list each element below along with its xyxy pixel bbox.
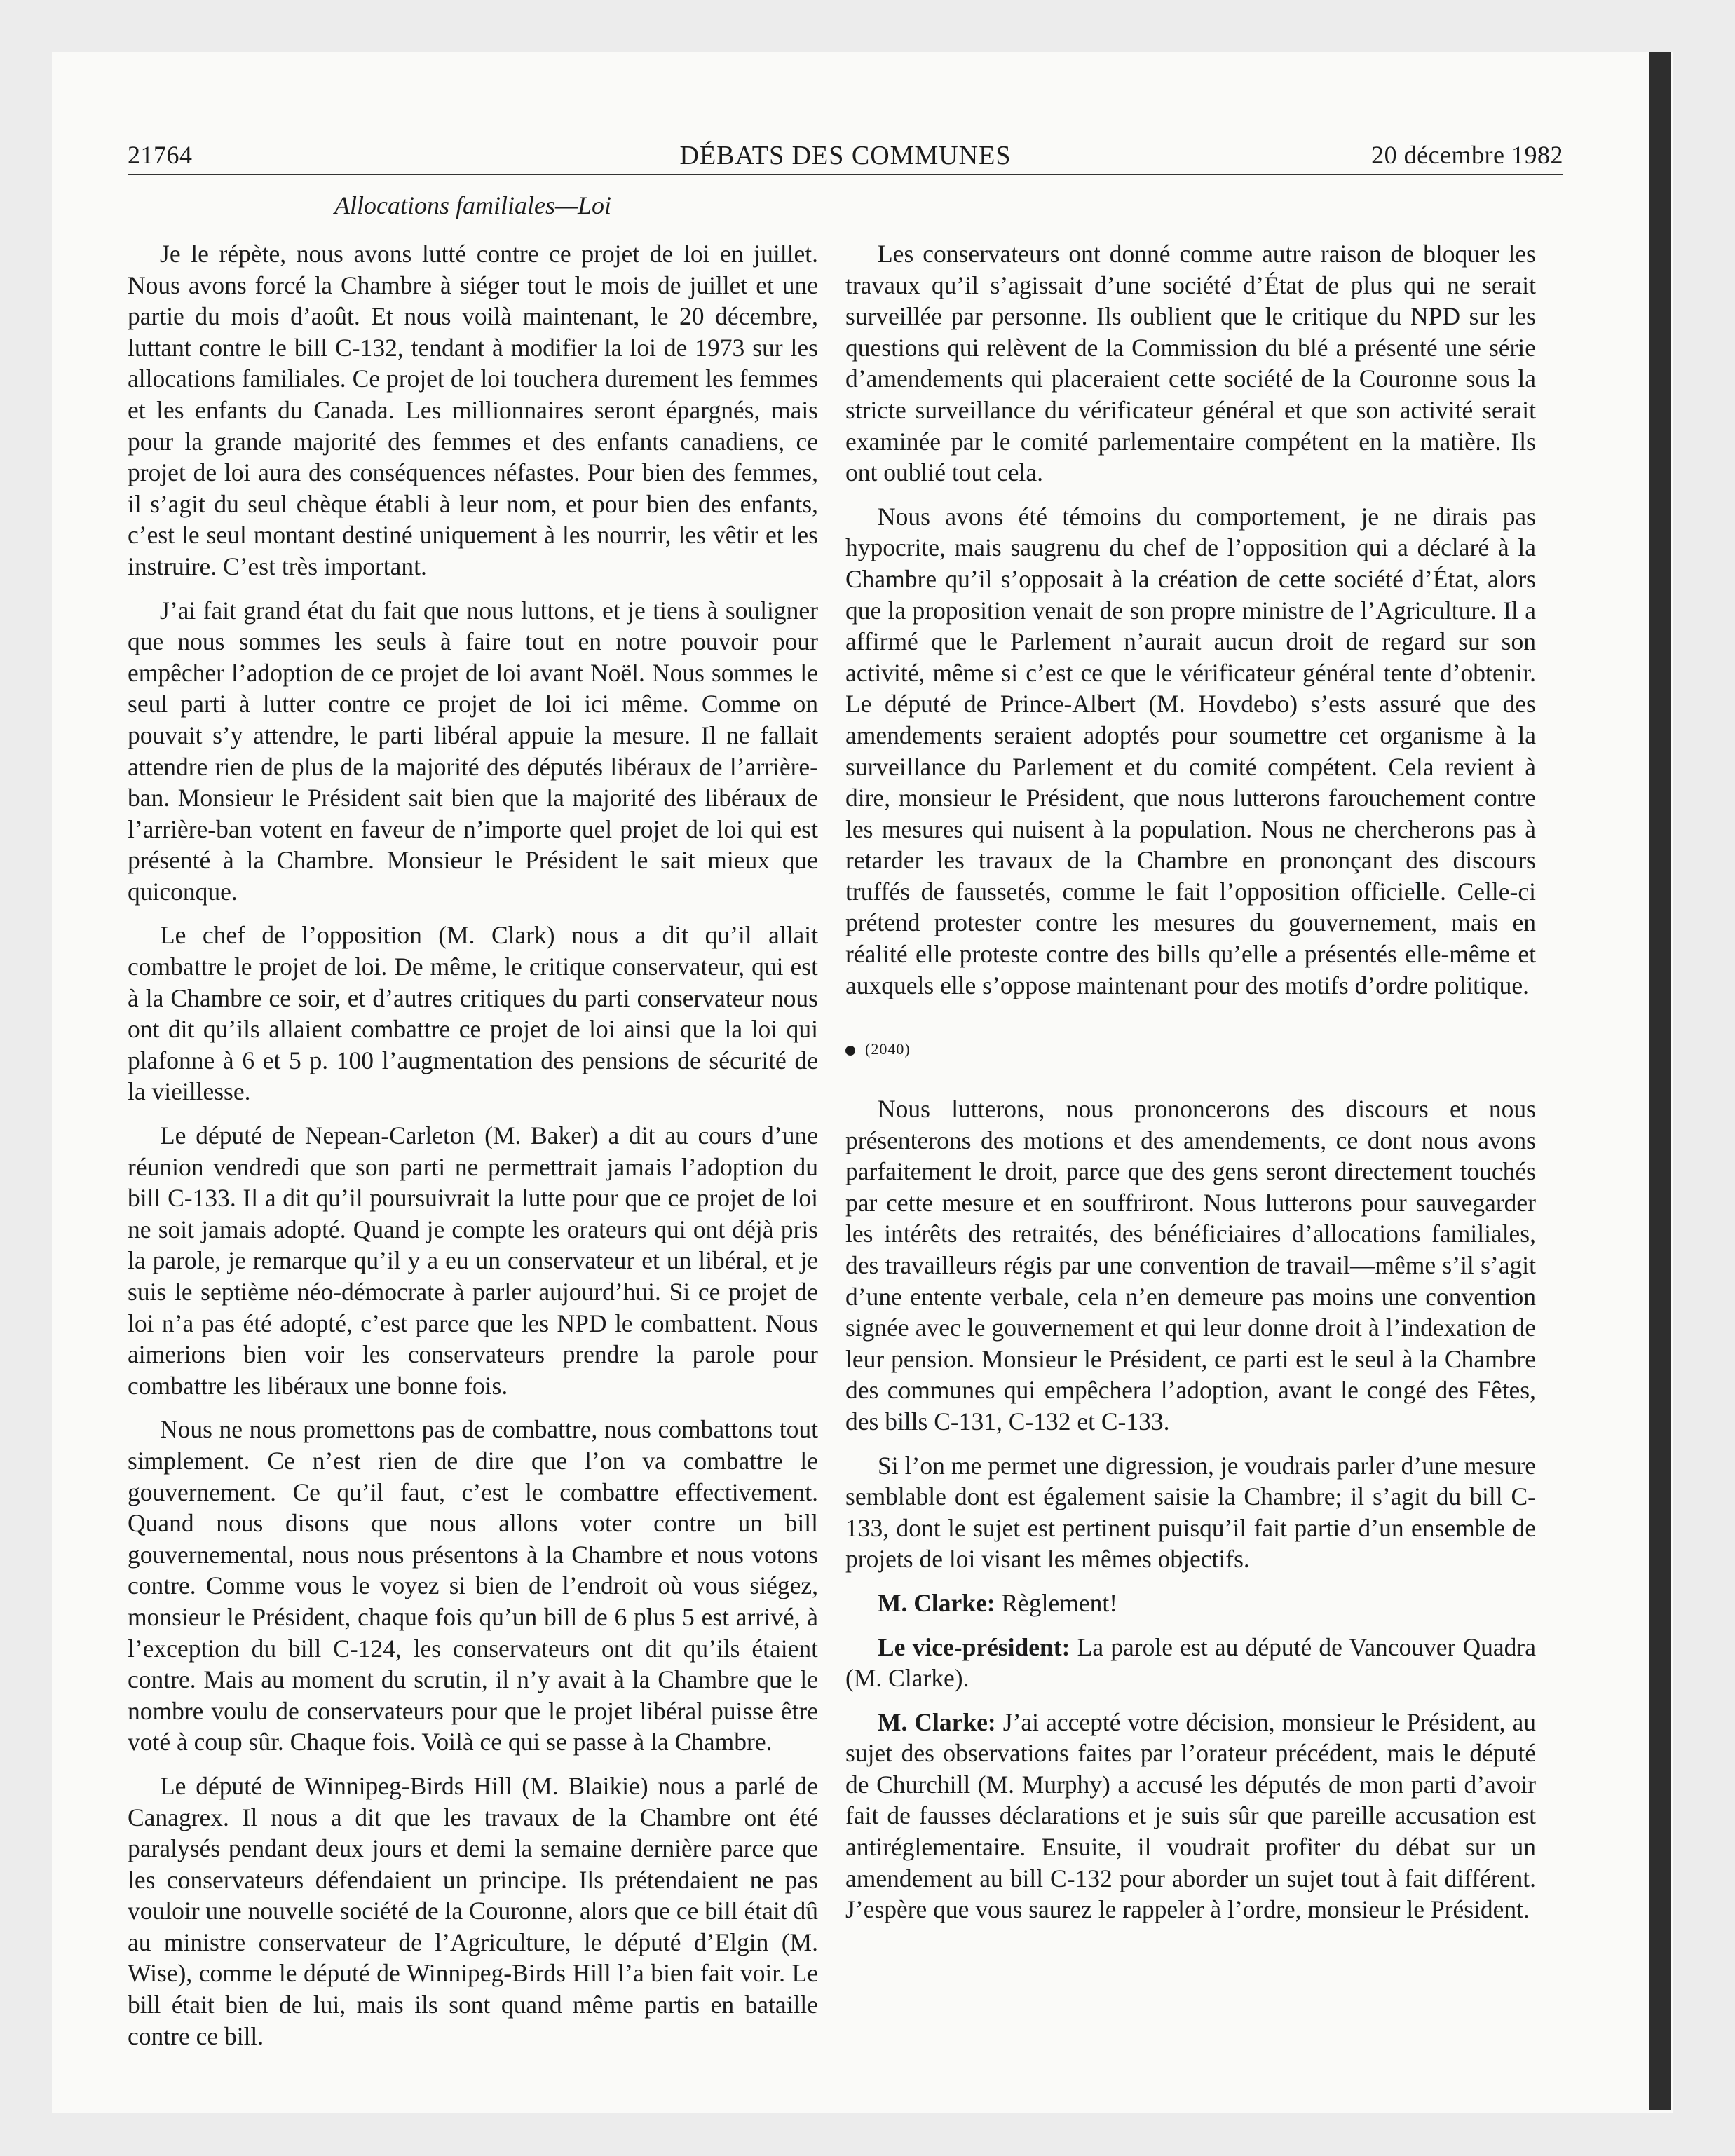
paragraph: Les conservateurs ont donné comme autre raison de bloquer les travaux qu’il s’agissait d’une société d’État de plus qui ne serait surveillée par personne. Ils oublient que le critique du NPD sur les questions qui relèvent de la Commission du blé a présenté une série d’amendements qui placeraient cette société de la Couronne sous la stricte surveillance du vérificateur général et que son activité serait examinée par le comité parlementaire compétent en la matière. Ils ont oublié tout cela. bbox=[845, 240, 1536, 487]
paragraph: Nous ne nous promettons pas de combattre, nous combattons tout simplement. Ce n’est rien de dire que l’on va combattre le gouvernement. Ce qu’il faut, c’est le combattre effectivement. Quand nous disons que nous allons voter contre un bill gouvernemental, nous nous présentons à la Chambre et nous votons contre. Comme vous le voyez si bien de l’endroit où vous siégez, monsieur le Président, chaque fois qu’un bill de 6 plus 5 est arrivé, à l’exception du bill C-124, les conservateurs ont dit qu’ils étaient contre. Mais au moment du scrutin, il n’y avait à la Chambre que le nombre voulu de conservateurs pour que le projet libéral puisse être voté à coup sûr. Chaque fois. Voilà ce qui se passe à la Chambre. bbox=[128, 1415, 818, 1756]
journal-title: DÉBATS DES COMMUNES bbox=[679, 141, 1012, 170]
speaker-name: Le vice-président: bbox=[878, 1632, 1070, 1661]
right-column-top bbox=[845, 238, 1536, 1014]
left-column bbox=[128, 238, 818, 2064]
speaker-exchange bbox=[845, 1632, 1536, 1694]
subject-title: Allocations familiales—Loi bbox=[334, 191, 611, 219]
right-column-bottom bbox=[845, 1093, 1536, 1938]
paragraph: J’ai fait grand état du fait que nous luttons, et je tiens à souligner que nous sommes les seuls à faire tout en notre pouvoir pour empêcher l’adoption de ce projet de loi avant Noël. Nous sommes le seul parti à lutter contre ce projet de loi ici même. Comme on pouvait s’y attendre, le parti libéral appuie la mesure. Il ne fallait attendre rien de plus de la majorité des députés libéraux de l’arrière-ban. Monsieur le Président sait bien que la majorité des libéraux de l’arrière-ban votent en faveur de n’importe quel projet de loi qui est présenté à la Chambre. Monsieur le Président le sait mieux que quiconque. bbox=[128, 596, 818, 906]
paragraph: Nous lutterons, nous prononcerons des discours et nous présenterons des motions et des amendements, ce dont nous avons parfaitement le droit, parce que des gens seront directement touchés par cette mesure et en souffriront. Nous lutterons pour sauvegarder les intérêts des retraités, des bénéficiaires d’allocations familiales, des travailleurs régis par une convention de travail—même s’il s’agit d’une entente verbale, cela n’en demeure pas moins une convention signée avec le gouvernement et qui leur donne droit à l’indexation de leur pension. Monsieur le Président, ce parti est le seul à la Chambre des communes qui empêchera l’adoption, avant le congé des Fêtes, des bills C-131, C-132 et C-133. bbox=[845, 1095, 1536, 1435]
paragraph: Le député de Winnipeg-Birds Hill (M. Blaikie) nous a parlé de Canagrex. Il nous a dit que les travaux de la Chambre ont été paralysés pendant deux jours et demi la semaine dernière parce que les conservateurs défendaient un principe. Ils prétendaient ne pas vouloir une nouvelle société de la Couronne, alors que ce bill était dû au ministre conservateur de l’Agriculture, le député d’Elgin (M. Wise), comme le député de Winnipeg-Birds Hill l’a bien fait voir. Le bill était bien de lui, mais ils sont quand même partis en bataille contre ce bill. bbox=[128, 1771, 818, 2050]
speaker-exchange bbox=[845, 1707, 1536, 1925]
speech-text: La parole est au député de Vancouver Quadra (M. Clarke). bbox=[845, 1632, 1536, 1693]
speech-text: Règlement! bbox=[995, 1588, 1118, 1617]
running-head bbox=[128, 140, 1563, 174]
header-rule bbox=[128, 174, 1563, 175]
speaker-name: M. Clarke: bbox=[878, 1707, 996, 1736]
page-number: 21764 bbox=[128, 141, 193, 169]
paragraph: Le député de Nepean-Carleton (M. Baker) a dit au cours d’une réunion vendredi que son parti ne permettrait jamais l’adoption du bill C-133. Il a dit qu’il poursuivrait la lutte pour que ce projet de loi ne soit jamais adopté. Quand je compte les orateurs qui ont déjà pris la parole, je remarque qu’il y a eu un conservateur et un libéral, et je suis le septième néo-démocrate à parler aujourd’hui. Si ce projet de loi n’a pas été adopté, c’est parce que les NPD le combattent. Nous aimerions bien voir les conservateurs prendre la parole pour combattre les libéraux une bonne fois. bbox=[128, 1121, 818, 1400]
speaker-exchange bbox=[845, 1588, 1536, 1619]
bullet-icon bbox=[845, 1046, 855, 1056]
speech-text: J’ai accepté votre décision, monsieur le Président, au sujet des observations faites par l’orateur précédent, mais le député de Churchill (M. Murphy) a accusé les députés de mon parti d’avoir fait de fausses déclarations et je suis sûr que pareille accusation est antiréglementaire. Ensuite, il voudrait profiter du débat sur un amendement au bill C-132 pour aborder un sujet tout à fait différent. J’espère que vous saurez le rappeler à l’ordre, monsieur le Président. bbox=[845, 1707, 1536, 1924]
page-date: 20 décembre 1982 bbox=[1371, 141, 1563, 169]
scan-edge-shadow bbox=[1649, 52, 1671, 2110]
paragraph: Nous avons été témoins du comportement, je ne dirais pas hypocrite, mais saugrenu du chef de l’opposition qui a déclaré à la Chambre qu’il s’opposait à la création de cette société d’État, alors que la proposition venait de son propre ministre de l’Agriculture. Il a affirmé que le Parlement n’aurait aucun droit de regard sur son activité, même si c’est ce que le vérificateur général tente d’obtenir. Le député de Prince-Albert (M. Hovdebo) s’ests assuré que des amendements seraient adoptés pour soumettre cet organisme à la surveillance du Parlement et du comité compétent. Cela revient à dire, monsieur le Président, que nous lutterons farouchement contre les mesures qui nuisent à la population. Nous ne chercherons pas à retarder les travaux de la Chambre en prononçant des discours truffés de faussetés, comme le fait l’opposition officielle. Celle-ci prétend protester contre les mesures du gouvernement, mais en réalité elle proteste contre des bills qu’elle a présentés elle-même et auxquels elle s’oppose maintenant pour des motifs d’ordre politique. bbox=[845, 502, 1536, 999]
paragraph: Le chef de l’opposition (M. Clark) nous a dit qu’il allait combattre le projet de loi. De même, le critique conservateur, qui est à la Chambre ce soir, et d’autres critiques du parti conservateur nous ont dit qu’ils allaient combattre ce projet de loi ainsi que la loi qui plafonne à 6 et 5 p. 100 l’augmentation des pensions de sécurité de la vieillesse. bbox=[128, 921, 818, 1106]
timestamp-text: (2040) bbox=[865, 1040, 911, 1058]
paragraph: Je le répète, nous avons lutté contre ce projet de loi en juillet. Nous avons forcé la Chambre à siéger tout le mois de juillet et une partie du mois d’août. Et nous voilà maintenant, le 20 décembre, luttant contre le bill C-132, tendant à modifier la loi de 1973 sur les allocations familiales. Ce projet de loi touchera durement les femmes et les enfants du Canada. Les millionnaires seront épargnés, mais pour la grande majorité des femmes et des enfants canadiens, ce projet de loi aura des conséquences néfastes. Pour bien des femmes, il s’agit du seul chèque établi à leur nom, et pour bien des enfants, c’est le seul montant destiné uniquement à les nourrir, les vêtir et les instruire. C’est très important. bbox=[128, 240, 818, 580]
timestamp-marker bbox=[845, 1040, 911, 1058]
paragraph: Si l’on me permet une digression, je voudrais parler d’une mesure semblable dont est également saisie la Chambre; il s’agit du bill C-133, dont le sujet est pertinent puisqu’il fait partie d’un ensemble de projets de loi visant les mêmes objectifs. bbox=[845, 1451, 1536, 1574]
speaker-name: M. Clarke: bbox=[878, 1588, 995, 1617]
